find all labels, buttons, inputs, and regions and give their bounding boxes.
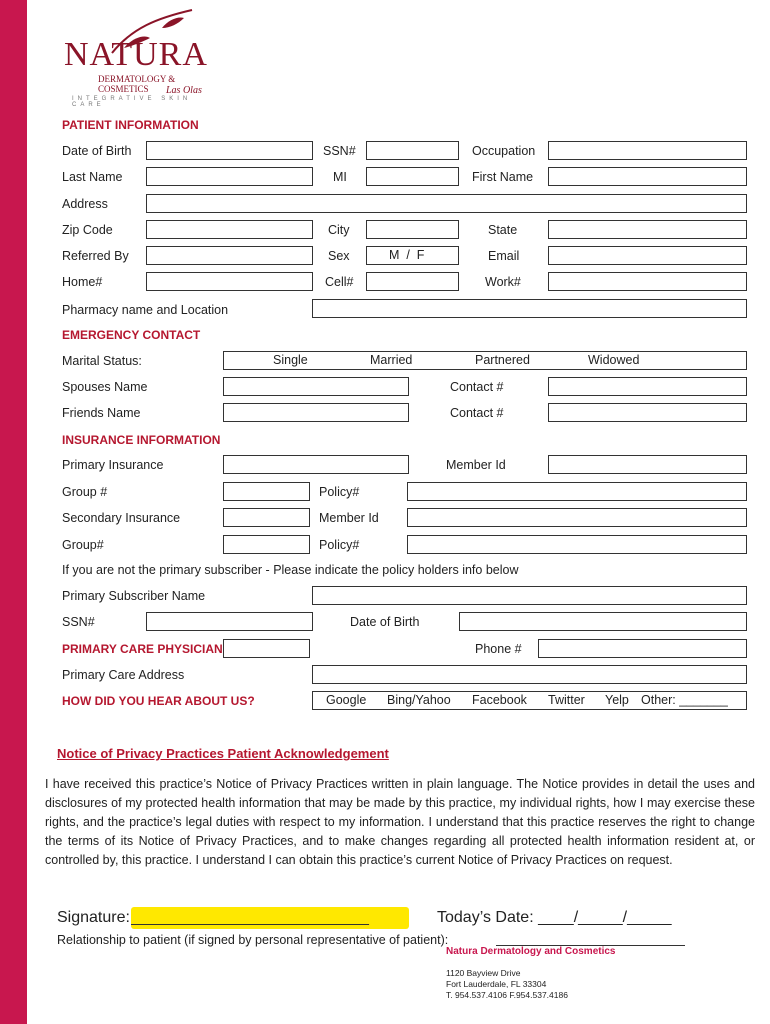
footer-name: Natura Dermatology and Cosmetics [446,946,616,957]
notice-body: I have received this practice’s Notice of Privacy Practices written in plain language. The Notice provides in detail the uses and disclosures of my protected health information that may be made by this practice, my individual rights, how I may exercise these rights, and the practice’s legal duties with respect to my information. I understand that this practice reserves the right to change the terms of its Notice of Privacy Practices, and to make changes regarding all protected health information resident at, or controlled by, this practice. I understand I can obtain this practice’s current Notice of Privacy Practices on request. [45,777,755,867]
pcp-section-title: PRIMARY CARE PHYSICIAN [62,642,223,656]
pcp-phone-field[interactable] [538,639,747,658]
primary-insurance-field[interactable] [223,455,409,474]
hear-options [312,691,747,710]
mi-label: MI [333,170,347,184]
signature-label: Signature: [57,909,130,926]
logo-tagline: INTEGRATIVE SKIN CARE [72,96,192,108]
subscriber-field[interactable] [312,586,747,605]
pharmacy-label: Pharmacy name and Location [62,303,229,317]
dob-label: Date of Birth [62,144,132,158]
group2-field[interactable] [223,535,310,554]
sex-options: M / F [389,248,425,262]
subscriber-note: If you are not the primary subscriber - Please indicate the policy holders info below [62,563,519,577]
occupation-label: Occupation [472,144,536,158]
ssn-field[interactable] [366,141,459,160]
policy-field[interactable] [407,482,747,501]
last-name-label: Last Name [62,170,123,184]
spouse-label: Spouses Name [62,380,148,394]
primary-insurance-label: Primary Insurance [62,458,164,472]
emergency-section-title: EMERGENCY CONTACT [62,328,201,342]
mi-field[interactable] [366,167,459,186]
marital-label: Marital Status: [62,354,142,368]
hear-option-facebook[interactable]: Facebook [472,693,527,707]
pcp-name-field[interactable] [223,639,310,658]
group2-label: Group# [62,538,104,552]
secondary-insurance-field[interactable] [223,508,310,527]
sidebar-stripe [0,0,27,1024]
marital-option-widowed[interactable]: Widowed [588,353,640,367]
pcp-address-label: Primary Care Address [62,668,185,682]
sex-label: Sex [328,249,350,263]
hear-option-bing-yahoo[interactable]: Bing/Yahoo [387,693,451,707]
footer-phone: T. 954.537.4106 F.954.537.4186 [446,990,568,1000]
first-name-field[interactable] [548,167,747,186]
policy2-label: Policy# [319,538,360,552]
policy-label: Policy# [319,485,360,499]
relationship-label: Relationship to patient (if signed by personal representative of patient): [57,933,449,947]
marital-option-partnered[interactable]: Partnered [475,353,530,367]
logo-subtitle: DERMATOLOGY & COSMETICS [98,74,176,94]
member-id2-label: Member Id [319,511,379,525]
member-id-field[interactable] [548,455,747,474]
spouse-contact-field[interactable] [548,377,747,396]
hear-option-other[interactable]: Other: _______ [641,693,728,707]
city-label: City [328,223,350,237]
last-name-field[interactable] [146,167,313,186]
sex-field[interactable] [366,246,459,265]
logo-brand: NATURA [64,36,208,73]
address-label: Address [62,197,108,211]
first-name-label: First Name [472,170,534,184]
work-field[interactable] [548,272,747,291]
todays-date[interactable]: Today’s Date: ____/_____/_____ [437,909,672,926]
hear-section-title: HOW DID YOU HEAR ABOUT US? [62,694,255,708]
hear-option-twitter[interactable]: Twitter [548,693,585,707]
cell-field[interactable] [366,272,459,291]
city-field[interactable] [366,220,459,239]
spouse-field[interactable] [223,377,409,396]
friends-label: Friends Name [62,406,141,420]
member-id-label: Member Id [446,458,506,472]
email-label: Email [488,249,520,263]
email-field[interactable] [548,246,747,265]
marital-option-married[interactable]: Married [370,353,413,367]
spouse-contact-label: Contact # [450,380,504,394]
insurance-section-title: INSURANCE INFORMATION [62,433,221,447]
member-id2-field[interactable] [407,508,747,527]
ssn-label: SSN# [323,144,356,158]
friends-field[interactable] [223,403,409,422]
subscriber-ssn-field[interactable] [146,612,313,631]
subscriber-label: Primary Subscriber Name [62,589,206,603]
secondary-insurance-label: Secondary Insurance [62,511,181,525]
dob-field[interactable] [146,141,313,160]
work-label: Work# [485,275,521,289]
marital-option-single[interactable]: Single [273,353,308,367]
logo-place: Las Olas [166,85,202,96]
subscriber-dob-field[interactable] [459,612,747,631]
state-label: State [488,223,518,237]
state-field[interactable] [548,220,747,239]
footer-address1: 1120 Bayview Drive [446,968,521,978]
referred-field[interactable] [146,246,313,265]
friends-contact-label: Contact # [450,406,504,420]
patient-section-title: PATIENT INFORMATION [62,118,199,132]
referred-label: Referred By [62,249,129,263]
zip-label: Zip Code [62,223,113,237]
pcp-phone-label: Phone # [475,642,522,656]
logo [62,8,222,108]
hear-option-yelp[interactable]: Yelp [605,693,629,707]
notice-title: Notice of Privacy Practices Patient Acknowledgement [57,746,389,761]
subscriber-ssn-label: SSN# [62,615,95,629]
footer-address2: Fort Lauderdale, FL 33304 [446,979,547,989]
group-field[interactable] [223,482,310,501]
zip-field[interactable] [146,220,313,239]
signature-line: ______________________________ [131,909,368,926]
address-field[interactable] [146,194,747,213]
home-field[interactable] [146,272,313,291]
subscriber-dob-label: Date of Birth [350,615,420,629]
friends-contact-field[interactable] [548,403,747,422]
group-label: Group # [62,485,108,499]
cell-label: Cell# [325,275,354,289]
pharmacy-field[interactable] [312,299,747,318]
policy2-field[interactable] [407,535,747,554]
occupation-field[interactable] [548,141,747,160]
pcp-address-field[interactable] [312,665,747,684]
marital-options [223,351,747,370]
home-label: Home# [62,275,103,289]
hear-option-google[interactable]: Google [326,693,367,707]
signature-field[interactable] [131,907,409,929]
